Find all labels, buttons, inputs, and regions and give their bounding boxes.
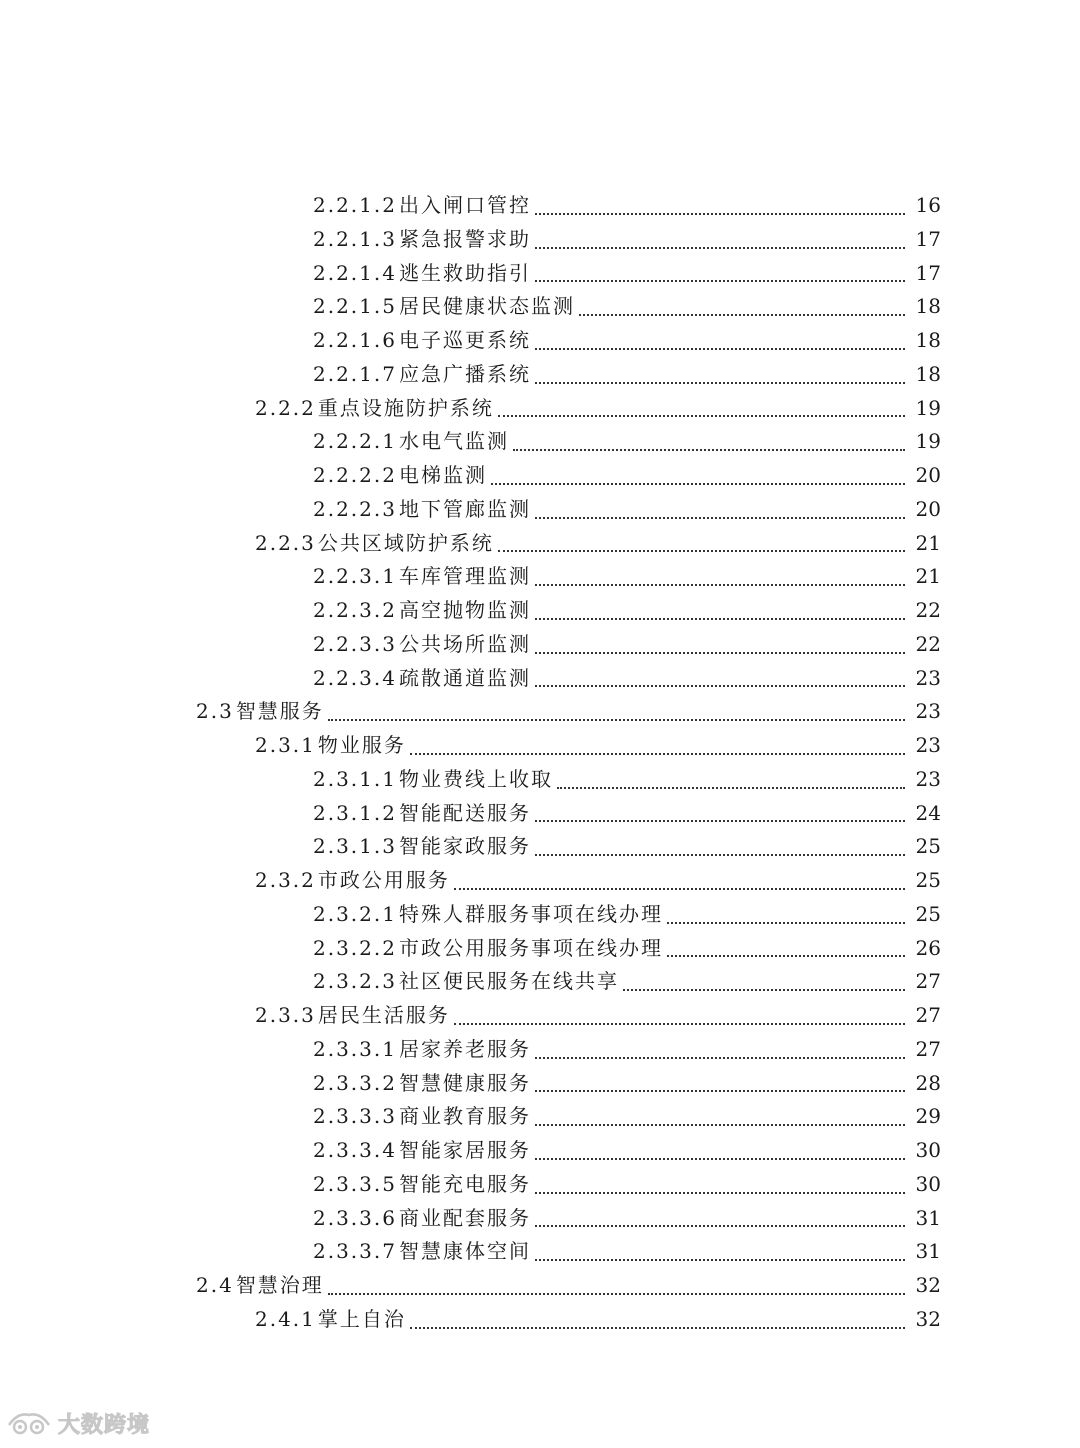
toc-dot-leader [535,1090,905,1092]
toc-entry-page: 20 [915,496,941,521]
toc-entry-page: 24 [915,800,941,825]
toc-entry-title: 商业配套服务 [398,1205,531,1230]
toc-entry-number: 2.3.3.4 [313,1138,397,1162]
watermark [6,1408,150,1439]
toc-entry[interactable] [0,459,1080,493]
toc-entry[interactable] [0,527,1080,561]
toc-entry-title: 居家养老服务 [398,1036,531,1061]
toc-entry-number: 2.3.2 [255,868,316,892]
toc-entry[interactable] [0,898,1080,932]
toc-entry[interactable] [0,695,1080,729]
toc-entry[interactable] [0,999,1080,1033]
toc-entry-page: 30 [915,1138,941,1162]
toc-entry-page: 23 [915,665,941,690]
toc-dot-leader [535,584,905,586]
toc-entry-number: 2.3.3.2 [313,1070,397,1095]
toc-entry-page: 28 [915,1070,941,1095]
toc-dot-leader [410,1327,905,1329]
toc-entry-title: 高空抛物监测 [398,598,531,622]
toc-entry-page: 26 [915,935,941,960]
toc-dot-leader [410,753,905,755]
toc-dot-leader [535,1259,905,1261]
toc-dot-leader [535,247,905,249]
toc-entry-title: 地下管廊监测 [398,496,531,521]
toc-entry[interactable] [0,662,1080,696]
toc-entry-number: 2.3.1.1 [313,766,397,791]
toc-dot-leader [491,483,905,485]
toc-entry[interactable] [0,1235,1080,1269]
toc-entry[interactable] [0,425,1080,459]
toc-entry-title: 智慧康体空间 [398,1239,531,1264]
toc-entry-number: 2.3.3 [255,1003,316,1027]
toc-entry-number: 2.2.1.6 [313,328,397,352]
toc-entry-page: 23 [915,699,941,724]
toc-entry-number: 2.4 [196,1273,234,1297]
toc-entry[interactable] [0,560,1080,594]
toc-entry-title: 居民健康状态监测 [398,294,575,319]
toc-entry-number: 2.3.2.3 [313,969,397,994]
toc-dot-leader [328,719,905,721]
toc-dot-leader [535,1225,905,1227]
toc-entry-page: 21 [915,530,941,555]
toc-entry-title: 智慧治理 [235,1273,324,1297]
toc-entry-page: 21 [915,564,941,589]
toc-entry[interactable] [0,1067,1080,1101]
toc-dot-leader [498,550,905,552]
toc-dot-leader [498,415,905,417]
toc-entry-number: 2.3.3.1 [313,1036,397,1061]
toc-entry-title: 社区便民服务在线共享 [398,969,619,994]
toc-entry-number: 2.3.1 [255,733,316,757]
toc-dot-leader [513,449,905,451]
toc-dot-leader [535,1192,905,1194]
table-of-contents [0,189,1080,1337]
toc-entry[interactable] [0,830,1080,864]
toc-entry-number: 2.2.1.2 [313,193,397,217]
toc-entry-page: 31 [915,1239,941,1264]
toc-entry-title: 掌上自治 [317,1306,406,1331]
toc-entry-page: 27 [915,1036,941,1061]
toc-entry-page: 22 [915,598,941,622]
toc-dot-leader [535,280,905,282]
toc-dot-leader [454,1023,905,1025]
toc-dot-leader [535,517,905,519]
toc-dot-leader [535,820,905,822]
toc-dot-leader [623,989,905,991]
toc-dot-leader [667,922,905,924]
toc-entry[interactable] [0,358,1080,392]
toc-entry-page: 17 [915,226,941,251]
toc-entry-title: 智能配送服务 [398,800,531,825]
toc-dot-leader [535,1158,905,1160]
toc-entry-title: 紧急报警求助 [398,226,531,251]
toc-entry-number: 2.3.3.5 [313,1171,397,1196]
toc-entry-page: 18 [915,328,941,352]
toc-entry-number: 2.3.2.1 [313,901,397,926]
toc-entry-title: 出入闸口管控 [398,193,531,217]
toc-entry-number: 2.2.1.4 [313,260,397,285]
toc-entry-page: 23 [915,733,941,757]
toc-dot-leader [535,348,905,350]
toc-entry-title: 公共场所监测 [398,631,531,656]
toc-entry-title: 电梯监测 [398,463,487,487]
toc-entry-title: 智能充电服务 [398,1171,531,1196]
toc-entry-number: 2.3.3.6 [313,1205,397,1230]
toc-entry-title: 智慧服务 [235,699,324,724]
toc-entry[interactable] [0,729,1080,763]
toc-dot-leader [535,1057,905,1059]
toc-dot-leader [535,685,905,687]
toc-entry-title: 市政公用服务 [317,868,450,892]
toc-entry-title: 居民生活服务 [317,1003,450,1027]
toc-entry-number: 2.2.2 [255,395,316,420]
toc-entry-title: 市政公用服务事项在线办理 [398,935,663,960]
toc-entry-title: 智能家居服务 [398,1138,531,1162]
toc-entry-page: 19 [915,429,941,454]
toc-entry-page: 17 [915,260,941,285]
toc-entry[interactable] [0,493,1080,527]
toc-entry[interactable] [0,1303,1080,1337]
toc-entry-page: 18 [915,361,941,386]
toc-dot-leader [579,314,905,316]
toc-dot-leader [535,652,905,654]
toc-entry[interactable] [0,1134,1080,1168]
toc-entry[interactable] [0,628,1080,662]
toc-dot-leader [328,1293,905,1295]
toc-entry-number: 2.2.3.4 [313,665,397,690]
toc-entry[interactable] [0,864,1080,898]
toc-entry[interactable] [0,189,1080,223]
toc-entry-page: 30 [915,1171,941,1196]
toc-entry-page: 19 [915,395,941,420]
toc-dot-leader [454,888,905,890]
toc-entry-number: 2.2.2.1 [313,429,397,454]
toc-entry-title: 重点设施防护系统 [317,395,494,420]
toc-entry-number: 2.3 [196,699,234,724]
toc-entry-number: 2.2.2.2 [313,463,397,487]
toc-entry[interactable] [0,1269,1080,1303]
toc-entry-number: 2.2.3.2 [313,598,397,622]
toc-dot-leader [535,854,905,856]
toc-entry[interactable] [0,1168,1080,1202]
toc-entry[interactable] [0,1100,1080,1134]
toc-entry-page: 29 [915,1104,941,1129]
eye-logo-icon [6,1409,52,1439]
toc-entry-page: 23 [915,766,941,791]
toc-entry-title: 特殊人群服务事项在线办理 [398,901,663,926]
toc-entry-number: 2.2.1.3 [313,226,397,251]
toc-entry-page: 32 [915,1273,941,1297]
toc-entry-page: 31 [915,1205,941,1230]
toc-entry-title: 应急广播系统 [398,361,531,386]
toc-entry-page: 25 [915,868,941,892]
toc-entry-page: 16 [915,193,941,217]
toc-dot-leader [535,618,905,620]
toc-entry-number: 2.3.2.2 [313,935,397,960]
toc-entry[interactable] [0,594,1080,628]
toc-entry-number: 2.3.3.7 [313,1239,397,1264]
toc-dot-leader [535,1124,905,1126]
toc-entry-page: 27 [915,969,941,994]
toc-entry-title: 物业费线上收取 [398,766,553,791]
toc-entry-title: 智能家政服务 [398,834,531,859]
toc-dot-leader [535,213,905,215]
toc-entry[interactable] [0,797,1080,831]
toc-entry-page: 18 [915,294,941,319]
toc-entry[interactable] [0,1202,1080,1236]
toc-dot-leader [557,787,905,789]
toc-entry[interactable] [0,223,1080,257]
toc-entry-page: 32 [915,1306,941,1331]
toc-entry-number: 2.3.1.2 [313,800,397,825]
toc-entry[interactable] [0,392,1080,426]
toc-entry[interactable] [0,290,1080,324]
toc-entry[interactable] [0,257,1080,291]
toc-entry-title: 水电气监测 [398,429,509,454]
toc-entry-number: 2.2.3 [255,530,316,555]
toc-entry-number: 2.3.1.3 [313,834,397,859]
toc-entry-title: 物业服务 [317,733,406,757]
toc-entry-number: 2.2.3.1 [313,564,397,589]
toc-dot-leader [667,955,905,957]
toc-entry-page: 20 [915,463,941,487]
toc-entry-number: 2.3.3.3 [313,1104,397,1129]
toc-entry-title: 车库管理监测 [398,564,531,589]
toc-entry-page: 22 [915,631,941,656]
toc-entry-number: 2.2.3.3 [313,631,397,656]
toc-entry-title: 电子巡更系统 [398,328,531,352]
toc-entry-page: 27 [915,1003,941,1027]
toc-entry-number: 2.2.1.7 [313,361,397,386]
toc-entry-title: 公共区域防护系统 [317,530,494,555]
toc-entry[interactable] [0,763,1080,797]
toc-entry-title: 逃生救助指引 [398,260,531,285]
toc-entry-page: 25 [915,834,941,859]
toc-entry[interactable] [0,1033,1080,1067]
toc-entry-number: 2.2.2.3 [313,496,397,521]
toc-entry-title: 疏散通道监测 [398,665,531,690]
toc-dot-leader [535,382,905,384]
toc-entry[interactable] [0,932,1080,966]
toc-entry-number: 2.2.1.5 [313,294,397,319]
toc-entry[interactable] [0,324,1080,358]
toc-entry-title: 商业教育服务 [398,1104,531,1129]
toc-entry-page: 25 [915,901,941,926]
toc-entry[interactable] [0,965,1080,999]
watermark-text: 大数跨境 [58,1413,151,1438]
toc-entry-number: 2.4.1 [255,1306,316,1331]
toc-entry-title: 智慧健康服务 [398,1070,531,1095]
